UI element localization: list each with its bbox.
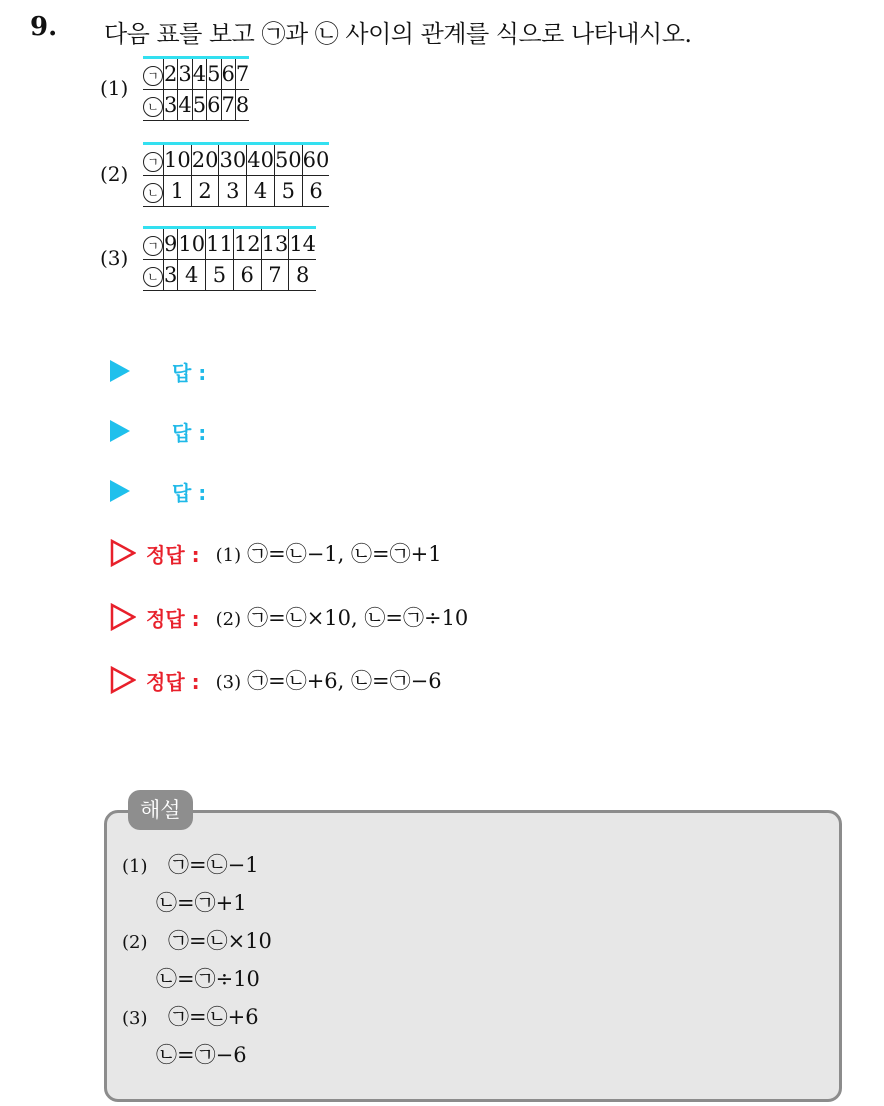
table-cell: 6 [207, 90, 221, 121]
table-cell: 3 [164, 260, 178, 291]
question-number: 9. [30, 12, 58, 42]
solution-text [216, 665, 442, 695]
solution-number: (3) [215, 672, 242, 693]
solution-number: (2) [215, 609, 242, 630]
answer-line-3[interactable] [110, 476, 206, 506]
table-label: (3) [100, 246, 129, 270]
outline-triangle-icon [110, 603, 136, 631]
answer-line-1[interactable] [110, 356, 206, 386]
solution-text [216, 538, 442, 568]
table-cell: 50 [274, 144, 302, 176]
table-label: (2) [100, 162, 129, 186]
solution-formula: ㉠=㉡−1, ㉡=㉠+1 [247, 542, 442, 566]
table-cell: 5 [207, 58, 221, 90]
solution-line-3 [110, 663, 442, 697]
table-cell: 2 [191, 176, 219, 207]
table-cell: 5 [206, 260, 234, 291]
table-cell: 5 [192, 90, 206, 121]
table-cell: 12 [233, 228, 261, 260]
table-cell: 4 [192, 58, 206, 90]
explanation-number: (1) [122, 856, 148, 877]
explanation-lines [122, 846, 272, 1074]
table-cell: 3 [164, 90, 178, 121]
header-a: ㄱ [143, 58, 164, 90]
solution-label: 정답 : [146, 669, 200, 694]
header-b: ㄴ [143, 260, 164, 291]
table-cell: 10 [164, 144, 192, 176]
explanation-line [122, 1036, 272, 1074]
explanation-line [122, 884, 272, 922]
table-cell: 8 [289, 260, 316, 291]
table-cell: 3 [178, 58, 192, 90]
solution-label: 정답 : [146, 542, 200, 567]
table-cell: 9 [164, 228, 178, 260]
answer-label: 답 : [172, 480, 207, 505]
answer-label: 답 : [172, 360, 207, 385]
table-cell: 6 [221, 58, 235, 90]
table-cell: 6 [233, 260, 261, 291]
table-cell: 20 [191, 144, 219, 176]
table-cell: 10 [178, 228, 206, 260]
filled-triangle-icon [110, 360, 130, 382]
explanation-line [122, 960, 272, 998]
solution-number: (1) [215, 545, 242, 566]
filled-triangle-icon [110, 420, 130, 442]
header-b: ㄴ [143, 176, 164, 207]
solution-line-1 [110, 536, 442, 570]
table-cell: 1 [164, 176, 192, 207]
table-cell: 6 [302, 176, 329, 207]
outline-triangle-icon [110, 539, 136, 567]
outline-triangle-icon [110, 666, 136, 694]
table-label: (1) [100, 76, 129, 100]
explanation-formula: ㉠=㉡×10 [168, 929, 272, 953]
table-cell: 13 [261, 228, 289, 260]
explanation-line [122, 922, 272, 960]
solution-formula: ㉠=㉡+6, ㉡=㉠−6 [247, 669, 442, 693]
explanation-line [122, 998, 272, 1036]
explanation-formula: ㉠=㉡−1 [168, 853, 259, 877]
solution-line-2 [110, 600, 468, 634]
explanation-number: (2) [122, 932, 148, 953]
table-cell: 7 [221, 90, 235, 121]
relation-table [143, 142, 329, 207]
table-cell: 4 [178, 260, 206, 291]
table-cell: 30 [219, 144, 247, 176]
filled-triangle-icon [110, 480, 130, 502]
table-cell: 4 [247, 176, 275, 207]
table-cell: 2 [164, 58, 178, 90]
solution-text [216, 602, 469, 632]
solution-label: 정답 : [146, 606, 200, 631]
explanation-formula: ㉡=㉠+1 [156, 891, 247, 915]
explanation-title: 해설 [128, 790, 193, 830]
relation-table [143, 226, 316, 291]
explanation-formula: ㉡=㉠−6 [156, 1043, 247, 1067]
solution-formula: ㉠=㉡×10, ㉡=㉠÷10 [247, 606, 469, 630]
header-b: ㄴ [143, 90, 164, 121]
relation-table [143, 56, 249, 121]
table-cell: 3 [219, 176, 247, 207]
table-cell: 4 [178, 90, 192, 121]
explanation-line [122, 846, 272, 884]
question-text: 다음 표를 보고 ㉠과 ㉡ 사이의 관계를 식으로 나타내시오. [104, 20, 692, 48]
header-a: ㄱ [143, 228, 164, 260]
table-cell: 14 [289, 228, 316, 260]
table-cell: 5 [274, 176, 302, 207]
explanation-formula: ㉠=㉡+6 [168, 1005, 259, 1029]
table-cell: 60 [302, 144, 329, 176]
table-cell: 11 [206, 228, 234, 260]
table-cell: 7 [261, 260, 289, 291]
answer-label: 답 : [172, 420, 207, 445]
explanation-number: (3) [122, 1008, 148, 1029]
explanation-formula: ㉡=㉠÷10 [156, 967, 260, 991]
answer-line-2[interactable] [110, 416, 206, 446]
table-cell: 40 [247, 144, 275, 176]
header-a: ㄱ [143, 144, 164, 176]
table-cell: 8 [235, 90, 249, 121]
table-cell: 7 [235, 58, 249, 90]
